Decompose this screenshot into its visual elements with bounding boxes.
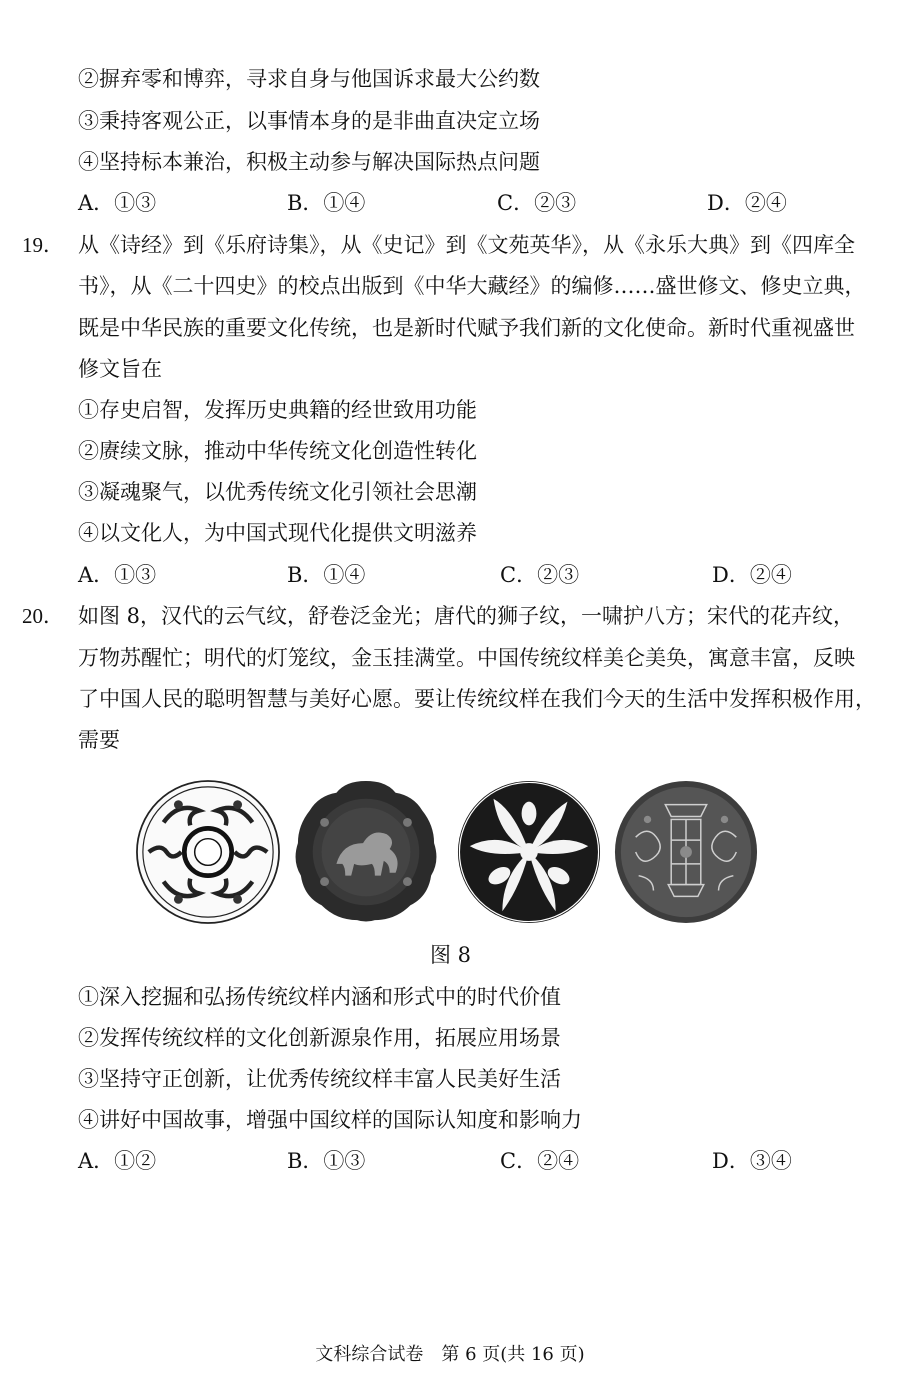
- q20-item-1: ①深入挖掘和弘扬传统纹样内涵和形式中的时代价值: [78, 985, 561, 1009]
- q20-stem-line-2: 万物苏醒忙；明代的灯笼纹，金玉挂满堂。中国传统纹样美仑美奂，寓意丰富，反映: [78, 646, 855, 670]
- page-footer: 文科综合试卷 第 6 页(共 16 页): [315, 1344, 585, 1365]
- q19-option-a[interactable]: A．①③: [78, 563, 157, 587]
- q18-item-3: ③秉持客观公正，以事情本身的是非曲直决定立场: [78, 109, 540, 133]
- q19-item-4: ④以文化人，为中国式现代化提供文明滋养: [78, 521, 477, 545]
- q20-option-d[interactable]: D．③④: [712, 1149, 792, 1173]
- q19-stem-line-3: 既是中华民族的重要文化传统，也是新时代赋予我们新的文化使命。新时代重视盛世: [78, 316, 855, 340]
- q18-item-4: ④坚持标本兼治，积极主动参与解决国际热点问题: [78, 150, 540, 174]
- q19-number: 19．: [22, 233, 64, 257]
- q20-stem-line-3: 了中国人民的聪明智慧与美好心愿。要让传统纹样在我们今天的生活中发挥积极作用，: [78, 687, 876, 711]
- han-cloud-pattern-image: [134, 778, 282, 926]
- q19-item-2: ②赓续文脉，推动中华传统文化创造性转化: [78, 439, 477, 463]
- q18-item-2: ②摒弃零和博弈，寻求自身与他国诉求最大公约数: [78, 67, 540, 91]
- q19-item-1: ①存史启智，发挥历史典籍的经世致用功能: [78, 398, 477, 422]
- q20-item-2: ②发挥传统纹样的文化创新源泉作用，拓展应用场景: [78, 1026, 561, 1050]
- q20-option-c[interactable]: C．②④: [500, 1149, 580, 1173]
- q20-number: 20．: [22, 604, 64, 628]
- q18-option-b[interactable]: B．①④: [287, 191, 366, 215]
- q19-option-b[interactable]: B．①④: [287, 563, 366, 587]
- q19-option-d[interactable]: D．②④: [712, 563, 792, 587]
- ming-lantern-pattern-image: [612, 778, 760, 926]
- q20-option-b[interactable]: B．①③: [287, 1149, 366, 1173]
- q19-item-3: ③凝魂聚气，以优秀传统文化引领社会思潮: [78, 480, 477, 504]
- q19-stem-line-4: 修文旨在: [78, 357, 162, 381]
- q20-stem-line-4: 需要: [78, 728, 120, 752]
- q19-option-c[interactable]: C．②③: [500, 563, 580, 587]
- q18-option-c[interactable]: C．②③: [497, 191, 577, 215]
- figure-8-caption: 图 8: [430, 943, 472, 967]
- q20-item-4: ④讲好中国故事，增强中国纹样的国际认知度和影响力: [78, 1108, 582, 1132]
- q19-stem-line-1: 从《诗经》到《乐府诗集》，从《史记》到《文苑英华》，从《永乐大典》到《四库全: [78, 233, 855, 257]
- q20-stem-line-1: 如图 8，汉代的云气纹，舒卷泛金光；唐代的狮子纹，一啸护八方；宋代的花卉纹，: [78, 604, 855, 628]
- q20-item-3: ③坚持守正创新，让优秀传统纹样丰富人民美好生活: [78, 1067, 561, 1091]
- q18-option-d[interactable]: D．②④: [707, 191, 787, 215]
- q19-stem-line-2: 书》，从《二十四史》的校点出版到《中华大藏经》的编修……盛世修文、修史立典，: [78, 274, 866, 298]
- q18-option-a[interactable]: A．①③: [78, 191, 157, 215]
- song-flower-pattern-image: [455, 778, 603, 926]
- q20-option-a[interactable]: A．①②: [78, 1149, 157, 1173]
- tang-lion-pattern-image: [292, 778, 440, 926]
